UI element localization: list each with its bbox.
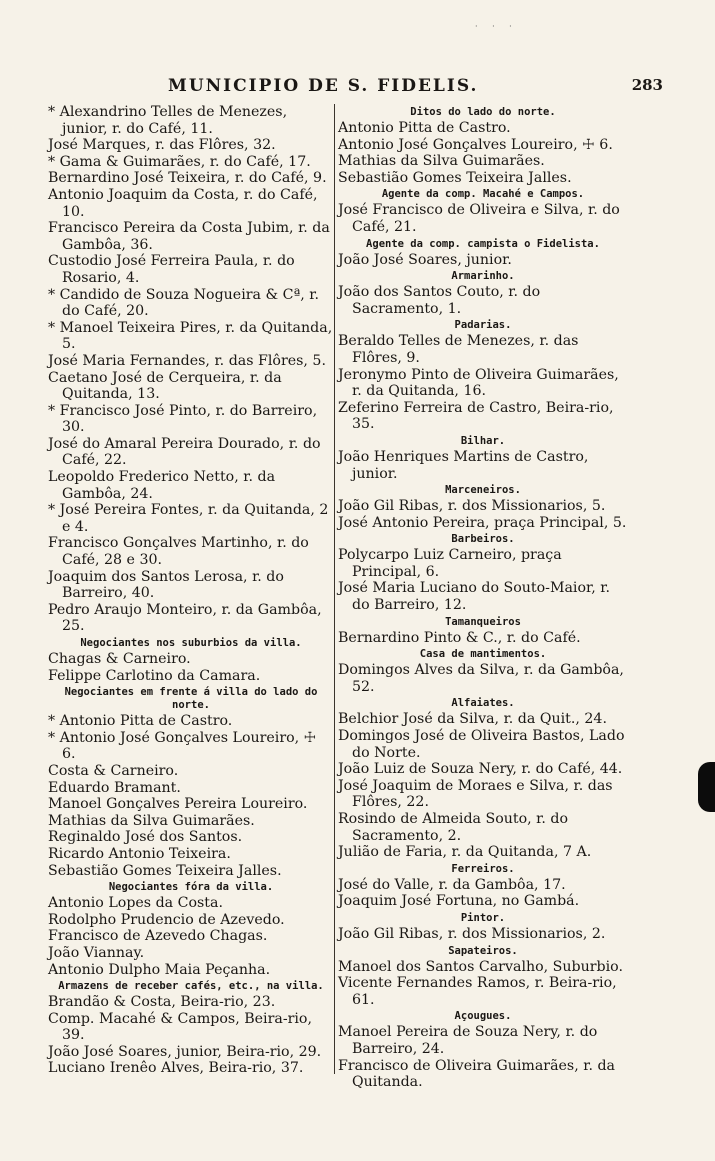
section-heading: Barbeiros. <box>451 533 515 546</box>
directory-entry: José Marques, r. das Flôres, 32. <box>48 137 276 154</box>
section-heading: Armarinho. <box>451 270 515 283</box>
directory-entry: João José Soares, junior. <box>338 251 512 268</box>
directory-entry: Comp. Macahé & Campos, Beira-rio, 39. <box>48 1010 312 1044</box>
directory-entry: Reginaldo José dos Santos. <box>48 829 243 846</box>
directory-entry: José do Amaral Pereira Dourado, r. do Café, 22. <box>48 435 321 469</box>
directory-entry: Caetano José de Cerqueira, r. da Quitanda, 13. <box>48 369 282 403</box>
directory-entry: João dos Santos Couto, r. do Sacramento, 1. <box>338 284 541 317</box>
page-header <box>48 76 663 98</box>
section-heading: Sapateiros. <box>448 944 518 957</box>
directory-entry: Ricardo Antonio Teixeira. <box>48 845 231 862</box>
directory-entry: José Joaquim de Moraes e Silva, r. das Flôres, 22. <box>338 777 613 811</box>
directory-entry: Costa & Carneiro. <box>48 762 179 779</box>
section-heading: Negociantes em frente á villa do lado do norte. <box>64 686 318 712</box>
directory-entry: Jeronymo Pinto de Oliveira Guimarães, r. da Quitanda, 16. <box>338 366 619 400</box>
directory-entry: Custodio José Ferreira Paula, r. do Rosario, 4. <box>48 253 295 286</box>
directory-entry: Felippe Carlotino da Camara. <box>48 667 261 684</box>
directory-entry: * Antonio José Gonçalves Loureiro, ☩ 6. <box>48 729 317 763</box>
section-heading: Pintor. <box>460 911 506 924</box>
directory-entry: Francisco de Azevedo Chagas. <box>48 928 268 945</box>
directory-entry: Joaquim dos Santos Lerosa, r. do Barreiro, 40. <box>48 568 284 602</box>
directory-entry: Bernardino Pinto & C., r. do Café. <box>338 629 581 646</box>
section-heading: Açougues. <box>454 1010 512 1023</box>
section-heading: Armazens de receber cafés, etc., na villa. <box>58 980 324 993</box>
directory-entry: Francisco Pereira da Costa Jubim, r. da Gambôa, 36. <box>48 220 330 253</box>
directory-entry: José Antonio Pereira, praça Principal, 5. <box>338 514 627 531</box>
directory-entry: Francisco Gonçalves Martinho, r. do Café, 28 e 30. <box>48 535 309 569</box>
directory-entry: José Maria Fernandes, r. das Flôres, 5. <box>48 352 326 369</box>
directory-entry: João Henriques Martins de Castro, junior. <box>338 448 589 482</box>
directory-entry: Luciano Irenêo Alves, Beira-rio, 37. <box>48 1060 304 1077</box>
directory-entry: José do Valle, r. da Gambôa, 17. <box>338 876 566 893</box>
directory-entry: Manoel Pereira de Souza Nery, r. do Barreiro, 24. <box>338 1024 598 1057</box>
section-heading: Negociantes nos suburbios da villa. <box>80 637 302 649</box>
column-divider <box>334 104 335 1074</box>
section-heading: Agente da comp. Macahé e Campos. <box>381 188 585 201</box>
directory-entry: Brandão & Costa, Beira-rio, 23. <box>48 994 276 1011</box>
section-heading: Marceneiros. <box>445 484 521 497</box>
section-heading: Ditos do lado do norte. <box>410 106 556 118</box>
directory-entry: Mathias da Silva Guimarães. <box>338 153 545 170</box>
directory-entry: * Candido de Souza Nogueira & Cª, r. do Café, 20. <box>48 286 319 320</box>
directory-entry: João Viannay. <box>48 944 145 961</box>
directory-entry: * Francisco José Pinto, r. do Barreiro, 30. <box>48 402 318 436</box>
directory-entry: Julião de Faria, r. da Quitanda, 7 A. <box>338 844 592 861</box>
page-number: 283 <box>631 76 663 94</box>
page-edge-marker <box>698 762 715 812</box>
directory-entry: Rosindo de Almeida Souto, r. do Sacramento, 2. <box>338 811 569 844</box>
left-column <box>48 104 334 1077</box>
directory-entry: Antonio Joaquim da Costa, r. do Café, 10. <box>48 186 318 220</box>
directory-entry: Antonio Pitta de Castro. <box>338 120 511 136</box>
directory-entry: João José Soares, junior, Beira-rio, 29. <box>48 1043 322 1060</box>
directory-entry: Domingos José de Oliveira Bastos, Lado do Norte. <box>338 728 625 761</box>
directory-entry: Eduardo Bramant. <box>48 779 181 796</box>
section-heading: Negociantes fóra da villa. <box>108 881 274 894</box>
directory-entry: Zeferino Ferreira de Castro, Beira-rio, 35. <box>338 399 614 433</box>
directory-entry: José Francisco de Oliveira e Silva, r. do Café, 21. <box>338 202 620 235</box>
section-heading: Agente da comp. campista o Fidelista. <box>366 237 600 250</box>
directory-entry: Sebastião Gomes Teixeira Jalles. <box>48 862 282 879</box>
directory-entry: Domingos Alves da Silva, r. da Gambôa, 52. <box>338 662 624 695</box>
directory-entry: Leopoldo Frederico Netto, r. da Gambôa, 24. <box>48 469 276 502</box>
directory-entry: Sebastião Gomes Teixeira Jalles. <box>338 169 572 186</box>
directory-entry: Manoel dos Santos Carvalho, Suburbio. <box>338 958 623 975</box>
section-heading: Padarias. <box>454 319 512 332</box>
directory-entry: Vicente Fernandes Ramos, r. Beira-rio, 61. <box>338 975 617 1008</box>
directory-entry: Antonio José Gonçalves Loureiro, ☩ 6. <box>338 136 613 153</box>
page-specks: · · · <box>475 22 518 31</box>
directory-entry: Beraldo Telles de Menezes, r. das Flôres, 9. <box>338 333 579 366</box>
section-heading: Ferreiros. <box>451 862 515 875</box>
directory-entry: * José Pereira Fontes, r. da Quitanda, 2 e 4. <box>48 502 329 535</box>
directory-entry: Belchior José da Silva, r. da Quit., 24. <box>338 711 607 728</box>
directory-entry: Polycarpo Luiz Carneiro, praça Principal, 6. <box>338 547 562 580</box>
directory-entry: Joaquim José Fortuna, no Gambá. <box>338 893 580 910</box>
directory-entry: * Antonio Pitta de Castro. <box>48 713 233 730</box>
directory-entry: João Gil Ribas, r. dos Missionarios, 2. <box>338 925 606 942</box>
directory-entry: * Manoel Teixeira Pires, r. da Quitanda, 5. <box>48 319 333 353</box>
directory-entry: Mathias da Silva Guimarães. <box>48 812 255 829</box>
directory-entry: * Gama & Guimarães, r. do Café, 17. <box>48 153 311 170</box>
directory-entry: Pedro Araujo Monteiro, r. da Gambôa, 25. <box>48 601 322 635</box>
right-column <box>338 104 628 1091</box>
directory-entry: João Luiz de Souza Nery, r. do Café, 44. <box>338 761 623 778</box>
page-title: MUNICIPIO DE S. FIDELIS. <box>168 76 479 96</box>
directory-entry: * Alexandrino Telles de Menezes, junior, r. do Café, 11. <box>48 104 288 137</box>
directory-entry: Rodolpho Prudencio de Azevedo. <box>48 911 285 928</box>
section-heading: Casa de mantimentos. <box>419 648 547 661</box>
section-heading: Tamanqueiros <box>445 615 521 628</box>
directory-entry: Manoel Gonçalves Pereira Loureiro. <box>48 796 308 813</box>
section-heading: Alfaiates. <box>451 697 515 710</box>
directory-entry: José Maria Luciano do Souto-Maior, r. do Barreiro, 12. <box>338 580 610 614</box>
directory-entry: Antonio Dulpho Maia Peçanha. <box>48 961 271 978</box>
directory-entry: Antonio Lopes da Costa. <box>48 895 223 912</box>
directory-entry: João Gil Ribas, r. dos Missionarios, 5. <box>338 498 606 515</box>
section-heading: Bilhar. <box>460 434 506 447</box>
directory-entry: Francisco de Oliveira Guimarães, r. da Quitanda. <box>338 1057 616 1091</box>
directory-entry: Chagas & Carneiro. <box>48 651 191 667</box>
directory-entry: Bernardino José Teixeira, r. do Café, 9. <box>48 170 327 187</box>
